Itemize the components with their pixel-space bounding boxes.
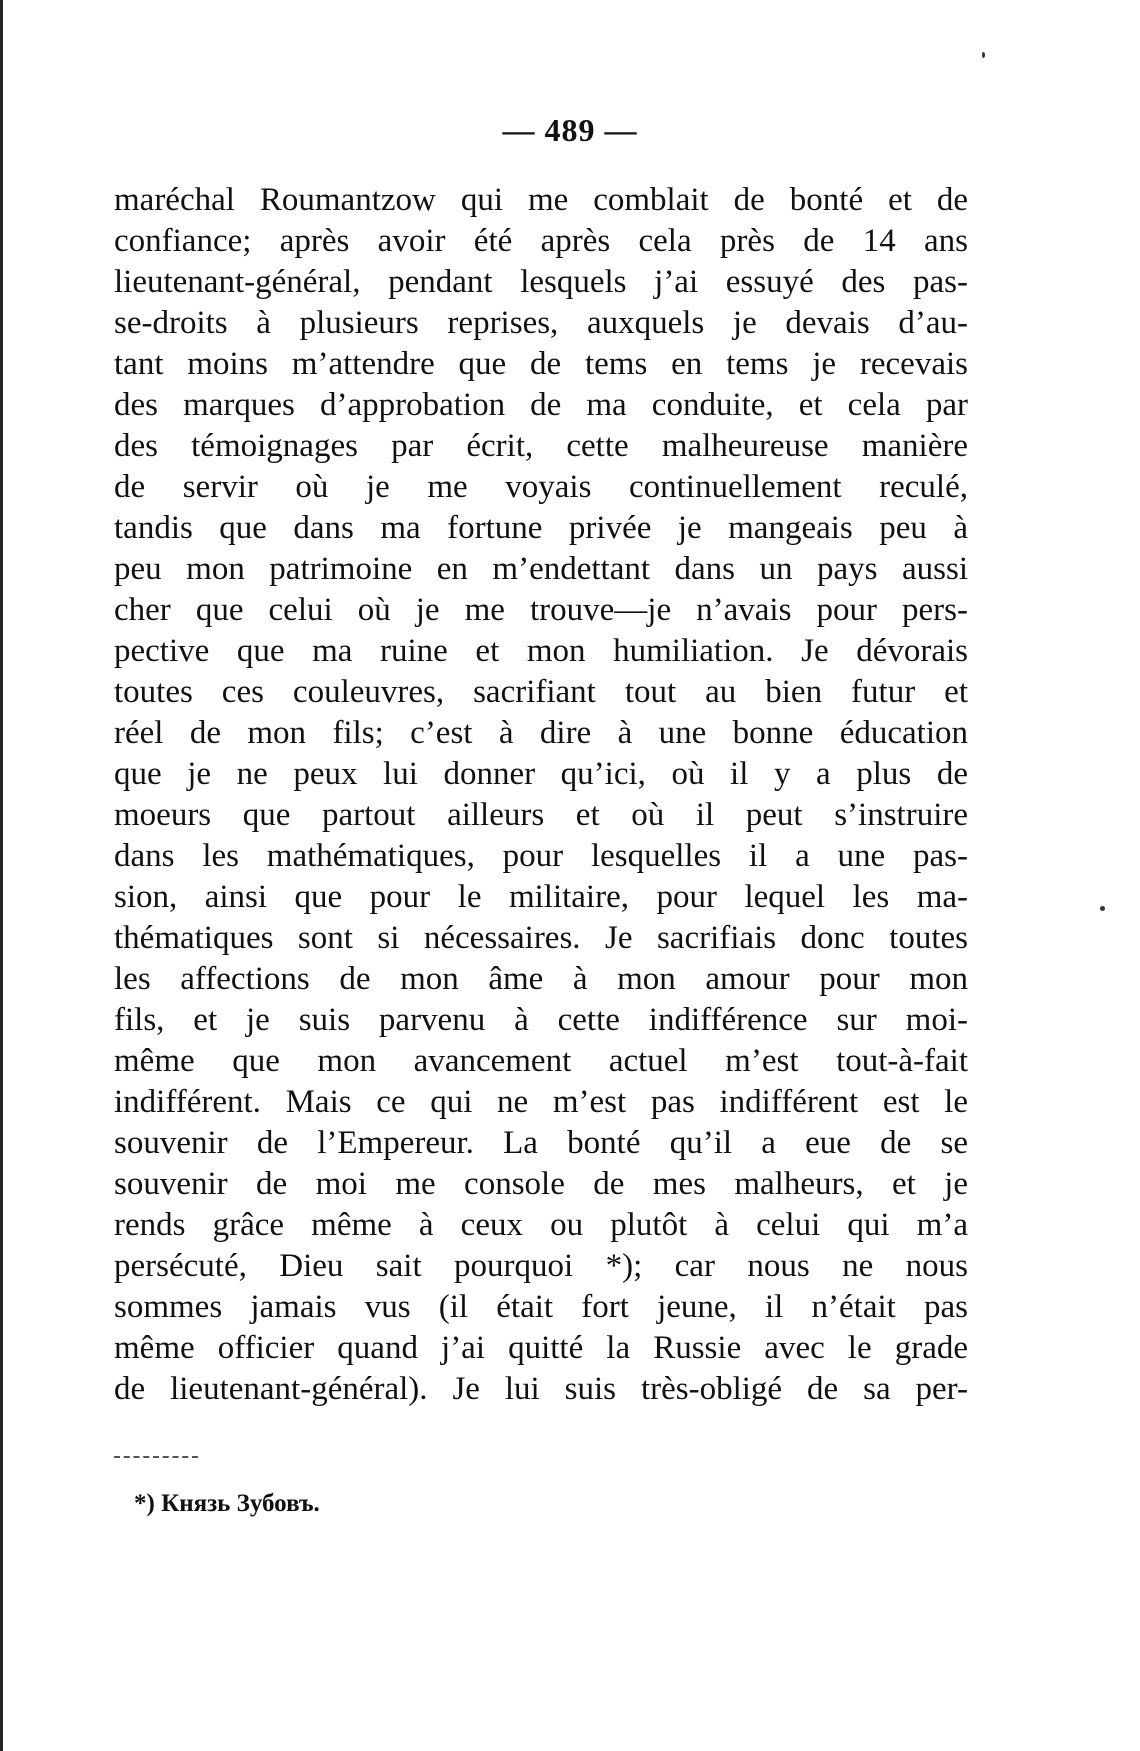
print-speck	[1100, 906, 1105, 911]
text-line: de servir où je me voyais continuellement reculé,	[114, 469, 968, 505]
text-line: des marques d’approbation de ma conduite, et cela par	[114, 387, 968, 423]
text-line: tandis que dans ma fortune privée je mangeais peu à	[114, 510, 968, 546]
text-line: maréchal Roumantzow qui me comblait de bonté et de	[114, 182, 968, 218]
text-line: persécuté, Dieu sait pourquoi *); car nous ne nous	[114, 1248, 968, 1284]
footnote-separator	[114, 1456, 198, 1458]
text-line: souvenir de moi me console de mes malheurs, et je	[114, 1166, 968, 1202]
text-line: rends grâce même à ceux ou plutôt à celui qui m’a	[114, 1207, 968, 1243]
text-line: de lieutenant-général). Je lui suis très-obligé de sa per-	[114, 1371, 968, 1407]
page-edge	[0, 0, 3, 1751]
text-line: même officier quand j’ai quitté la Russie avec le grade	[114, 1330, 968, 1366]
text-line: souvenir de l’Empereur. La bonté qu’il a eue de se	[114, 1125, 968, 1161]
text-line: les affections de mon âme à mon amour pour mon	[114, 961, 968, 997]
print-speck	[982, 52, 985, 58]
text-line: se-droits à plusieurs reprises, auxquels je devais d’au-	[114, 305, 968, 341]
text-line: sion, ainsi que pour le militaire, pour lequel les ma-	[114, 879, 968, 915]
text-line: que je ne peux lui donner qu’ici, où il y a plus de	[114, 756, 968, 792]
text-line: cher que celui où je me trouve—je n’avais pour pers-	[114, 592, 968, 628]
text-line: sommes jamais vus (il était fort jeune, il n’était pas	[114, 1289, 968, 1325]
text-line: pective que ma ruine et mon humiliation. Je dévorais	[114, 633, 968, 669]
text-line: dans les mathématiques, pour lesquelles il a une pas-	[114, 838, 968, 874]
footnote: *) Князь Зубовъ.	[134, 1490, 320, 1517]
page-number: — 489 —	[502, 112, 638, 148]
body-text	[114, 180, 968, 1410]
text-line: fils, et je suis parvenu à cette indifférence sur moi-	[114, 1002, 968, 1038]
text-line: indifférent. Mais ce qui ne m’est pas indifférent est le	[114, 1084, 968, 1120]
text-line: tant moins m’attendre que de tems en tems je recevais	[114, 346, 968, 382]
text-line: lieutenant-général, pendant lesquels j’ai essuyé des pas-	[114, 264, 968, 300]
text-line: confiance; après avoir été après cela près de 14 ans	[114, 223, 968, 259]
text-line: réel de mon fils; c’est à dire à une bonne éducation	[114, 715, 968, 751]
text-line: des témoignages par écrit, cette malheureuse manière	[114, 428, 968, 464]
text-line: toutes ces couleuvres, sacrifiant tout au bien futur et	[114, 674, 968, 710]
text-line: thématiques sont si nécessaires. Je sacrifiais donc toutes	[114, 920, 968, 956]
text-line: moeurs que partout ailleurs et où il peut s’instruire	[114, 797, 968, 833]
text-line: peu mon patrimoine en m’endettant dans un pays aussi	[114, 551, 968, 587]
text-line: même que mon avancement actuel m’est tout-à-fait	[114, 1043, 968, 1079]
